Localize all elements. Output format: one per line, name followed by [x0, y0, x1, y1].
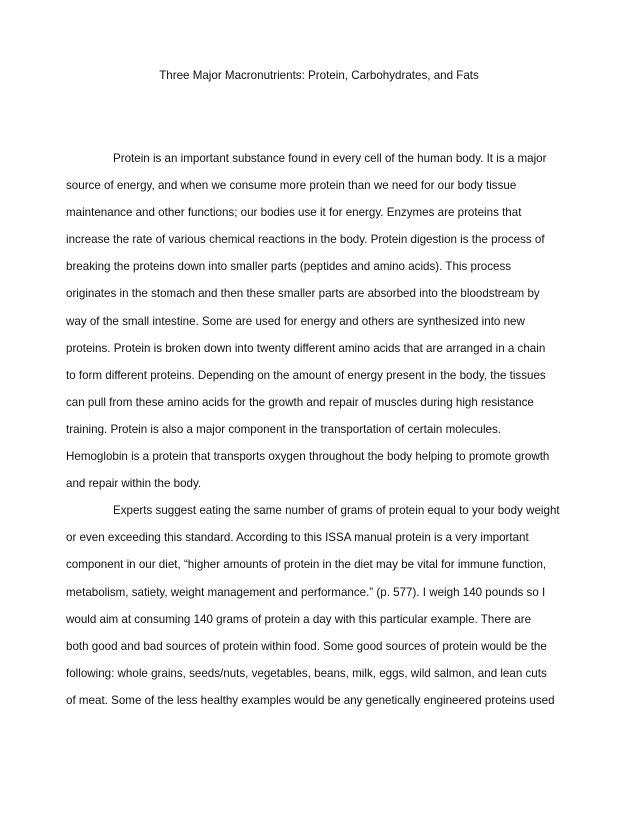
document-title: Three Major Macronutrients: Protein, Carbohydrates, and Fats	[159, 69, 479, 82]
paragraph-2-line-4: metabolism, satiety, weight management and performance.” (p. 577). I weigh 140 pounds so I	[66, 585, 546, 599]
paragraph-1-line-3: maintenance and other functions; our bodies use it for energy. Enzymes are proteins that	[66, 206, 522, 220]
paragraph-1-line-13: and repair within the body.	[66, 477, 202, 491]
paragraph-1-line-5: breaking the proteins down into smaller parts (peptides and amino acids). This process	[66, 260, 512, 274]
paragraph-2-line-1: Experts suggest eating the same number of grams of protein equal to your body weight	[113, 504, 560, 518]
paragraph-1-line-1: Protein is an important substance found in every cell of the human body. It is a major	[113, 152, 547, 165]
paragraph-2-line-5: would aim at consuming 140 grams of protein a day with this particular example. There are	[66, 612, 532, 626]
document-body	[66, 152, 576, 721]
paragraph-1-line-11: training. Protein is also a major component in the transportation of certain molecules.	[66, 422, 501, 436]
paragraph-1-line-2: source of energy, and when we consume more protein than we need for our body tissue	[66, 179, 517, 193]
paragraph-1-line-9: to form different proteins. Depending on the amount of energy present in the body, the tissues	[66, 368, 546, 382]
paragraph-1-line-7: way of the small intestine. Some are used for energy and others are synthesized into new	[66, 314, 525, 328]
paragraph-2-line-6: both good and bad sources of protein within food. Some good sources of protein would be the	[66, 639, 547, 653]
paragraph-2-line-8: of meat. Some of the less healthy examples would be any genetically engineered proteins used	[66, 693, 555, 707]
paragraph-2-line-7: following: whole grains, seeds/nuts, vegetables, beans, milk, eggs, wild salmon, and lean cuts	[66, 666, 547, 680]
paragraph-1-line-8: proteins. Protein is broken down into twenty different amino acids that are arranged in a chain	[66, 341, 546, 355]
paragraph-1-line-12: Hemoglobin is a protein that transports oxygen throughout the body helping to promote growth	[66, 450, 550, 464]
paragraph-1-line-4: increase the rate of various chemical reactions in the body. Protein digestion is the process of	[66, 233, 545, 247]
paragraph-2-line-2: or even exceeding this standard. According to this ISSA manual protein is a very important	[66, 531, 529, 545]
paragraph-2-line-3: component in our diet, “higher amounts of protein in the diet may be vital for immune function,	[66, 558, 547, 572]
paragraph-1-line-6: originates in the stomach and then these smaller parts are absorbed into the bloodstream by	[66, 287, 540, 301]
paragraph-1-line-10: can pull from these amino acids for the growth and repair of muscles during high resistance	[66, 395, 534, 409]
